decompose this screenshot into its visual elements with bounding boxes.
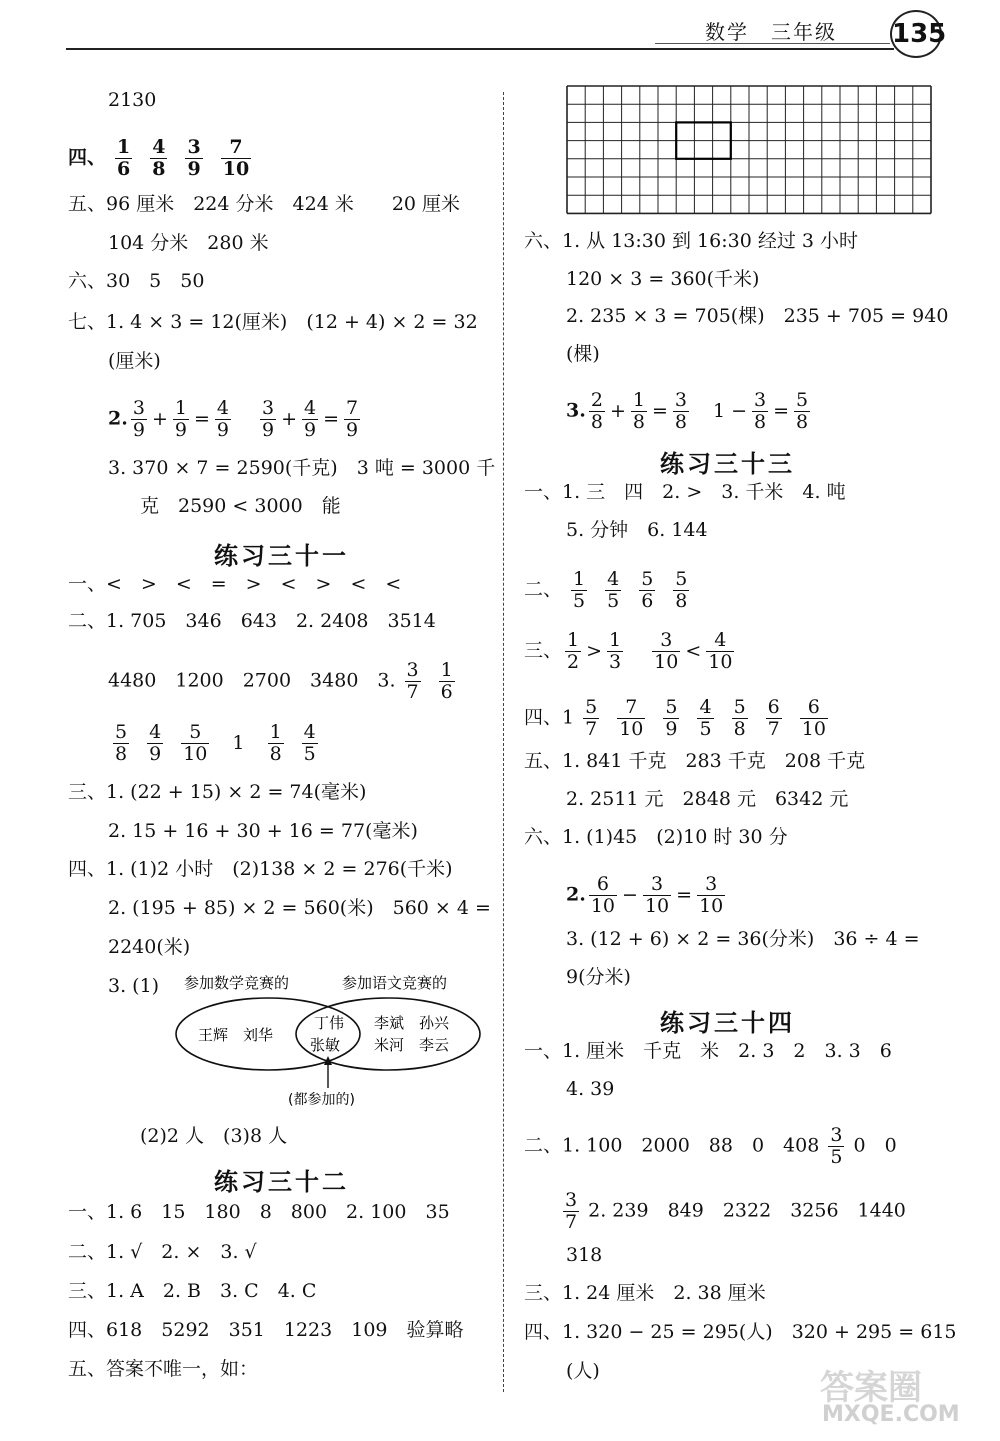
- answer-line: 2. 235 × 3 = 705(棵) 235 + 705 = 940: [566, 305, 949, 327]
- answer-line: 3. 370 × 7 = 2590(千克) 3 吨 = 3000 千: [108, 457, 496, 479]
- answer-line: 一、1. 三 四 2. > 3. 千米 4. 吨: [524, 481, 846, 503]
- item-label: 2.: [108, 407, 128, 430]
- watermark-url: MXQE.COM: [822, 1402, 960, 1427]
- answer-line: 二、1. √ 2. × 3. √: [68, 1241, 257, 1263]
- fraction: $\frac{4}{9}$: [216, 397, 229, 441]
- answer-line: 318: [566, 1244, 603, 1266]
- fraction: $\frac{4}{9}$: [304, 397, 317, 441]
- fraction: $\frac{1}{8}$: [269, 721, 282, 765]
- venn-left-names: 王辉 刘华: [198, 1026, 274, 1044]
- answer-line: 六、30 5 50: [68, 270, 205, 292]
- answer-line: 五、1. 841 千克 283 千克 208 千克: [524, 750, 866, 772]
- answer-line: 克 2590 < 3000 能: [140, 495, 341, 517]
- fraction: $\frac{5}{8}$: [115, 721, 128, 765]
- fraction: $\frac{5}{7}$: [585, 696, 598, 740]
- operator: +: [151, 407, 168, 430]
- answer-line-fractions: [524, 697, 837, 740]
- answer-line: 三、1. (22 + 15) × 2 = 74(毫米): [68, 781, 367, 803]
- fraction-expression: [586, 873, 728, 917]
- venn-label-chinese: 参加语文竞赛的: [342, 974, 448, 992]
- answer-line: 五、答案不唯一，如：: [68, 1358, 259, 1380]
- fraction: $\frac{1}{3}$: [609, 629, 622, 673]
- answer-text: 二、1. 100 2000 88 0 408: [524, 1134, 820, 1157]
- answer-line: 9(分米): [566, 966, 631, 988]
- answer-line: 120 × 3 = 360(千米): [566, 268, 760, 290]
- fraction: $\frac{5}{8}$: [796, 389, 809, 433]
- fraction-group: [396, 659, 464, 703]
- fraction-expression: [586, 389, 813, 433]
- venn-circle-chinese: [296, 998, 480, 1070]
- fraction-group: [106, 136, 260, 180]
- fraction: $\frac{4}{5}$: [607, 568, 620, 612]
- fraction: $\frac{3}{9}$: [132, 397, 145, 441]
- fraction: $\frac{7}{9}$: [346, 397, 359, 441]
- answer-line: 五、96 厘米 224 分米 424 米 20 厘米: [68, 193, 461, 215]
- fraction-group: [104, 721, 218, 765]
- venn-right-names: 米河 李云: [374, 1036, 450, 1054]
- operator: >: [586, 639, 603, 662]
- section-heading: 练习三十二: [214, 1167, 349, 1196]
- answer-line: 六、1. (1)45 (2)10 时 30 分: [524, 826, 788, 848]
- watermark-logo: 答案圈: [820, 1368, 922, 1408]
- fraction: $\frac{4}{9}$: [149, 721, 162, 765]
- fraction: $\frac{6}{7}$: [767, 696, 780, 740]
- answer-line-fractions: [104, 722, 327, 765]
- answer-line-fractions: [524, 1125, 897, 1168]
- answer-line: 六、1. 从 13:30 到 16:30 经过 3 小时: [524, 230, 859, 252]
- fraction: $\frac{5}{9}$: [665, 696, 678, 740]
- section-label: 二、: [524, 578, 563, 601]
- operator: +: [281, 407, 297, 430]
- fraction: $\frac{7}{10}$: [619, 696, 644, 740]
- venn-label-math: 参加数学竞赛的: [184, 974, 290, 992]
- fraction: $\frac{3}{7}$: [565, 1189, 578, 1233]
- fraction-expression: [562, 629, 737, 673]
- answer-line-fractions: [566, 874, 728, 917]
- fraction: $\frac{3}{10}$: [654, 629, 679, 673]
- answer-line: 2. 15 + 16 + 30 + 16 = 77(毫米): [108, 820, 418, 842]
- operator: =: [323, 407, 340, 430]
- fraction: $\frac{5}{8}$: [675, 568, 688, 612]
- fraction: $\frac{1}{9}$: [174, 397, 187, 441]
- answer-line: 四、618 5292 351 1223 109 验算略: [68, 1319, 464, 1341]
- fraction: $\frac{3}{10}$: [699, 873, 724, 917]
- answer-line: 一、< > < = > < > < <: [68, 573, 402, 595]
- venn-mid-names: 丁伟: [314, 1014, 345, 1032]
- answer-line-fractions: [524, 569, 698, 612]
- answer-line: 二、1. 705 346 643 2. 2408 3514: [68, 610, 436, 632]
- answer-line: 三、1. A 2. B 3. C 4. C: [68, 1280, 317, 1302]
- header-rule-thin: [655, 43, 890, 44]
- fraction: $\frac{3}{8}$: [754, 389, 767, 433]
- fraction: $\frac{4}{8}$: [152, 136, 166, 180]
- answer-text: 4480 1200 2700 3480 3.: [108, 669, 396, 692]
- answer-line: 一、1. 6 15 180 8 800 2. 100 35: [68, 1201, 450, 1223]
- fraction: $\frac{4}{5}$: [303, 721, 316, 765]
- answer-line-fractions: [108, 660, 464, 703]
- operator: =: [676, 883, 693, 906]
- venn-diagram: [170, 970, 500, 1110]
- fraction: $\frac{1}{2}$: [567, 629, 580, 673]
- answer-line-fractions: [524, 630, 737, 673]
- operator: =: [193, 407, 210, 430]
- fraction-expression: [128, 397, 363, 441]
- section-heading: 练习三十四: [660, 1008, 795, 1037]
- venn-both-label: (都参加的): [288, 1092, 355, 1108]
- fraction: $\frac{6}{10}$: [590, 873, 616, 917]
- column-divider: [503, 92, 504, 1392]
- answer-line: (人): [566, 1360, 600, 1382]
- fraction: $\frac{3}{8}$: [674, 389, 687, 433]
- answer-line: 5. 分钟 6. 144: [566, 519, 708, 541]
- answer-line: (厘米): [108, 350, 161, 372]
- operator: −: [622, 883, 638, 906]
- fraction: $\frac{1}{8}$: [632, 389, 645, 433]
- fraction: $\frac{1}{6}$: [440, 659, 453, 703]
- fraction: $\frac{3}{5}$: [830, 1124, 843, 1168]
- fraction: $\frac{4}{10}$: [708, 629, 733, 673]
- answer-line: 四、1. 320 − 25 = 295(人) 320 + 295 = 615: [524, 1321, 957, 1343]
- venn-mid-names: 张敏: [310, 1036, 341, 1054]
- answer-line: 2. (195 + 85) × 2 = 560(米) 560 × 4 =: [108, 897, 491, 919]
- answer-line-fractions: [566, 390, 813, 433]
- section-label: 四、1: [524, 706, 575, 729]
- fraction-group: [574, 696, 837, 740]
- answer-text: 0 0: [853, 1134, 897, 1157]
- answer-line: 4. 39: [566, 1078, 615, 1100]
- fraction: $\frac{1}{6}$: [117, 136, 131, 180]
- answer-line-fractions: [108, 398, 363, 441]
- answer-line: 三、1. 24 厘米 2. 38 厘米: [524, 1282, 766, 1304]
- venn-right-names: 李斌 孙兴: [374, 1014, 450, 1032]
- fraction: $\frac{6}{10}$: [801, 696, 826, 740]
- answer-line: 2130: [108, 89, 157, 111]
- section-heading: 练习三十一: [214, 541, 349, 570]
- answer-line: (2)2 人 (3)8 人: [140, 1125, 288, 1147]
- operator: +: [609, 399, 626, 422]
- fraction-group: [259, 721, 327, 765]
- operator: [628, 640, 647, 662]
- answer-line: 七、1. 4 × 3 = 12(厘米) (12 + 4) × 2 = 32: [68, 311, 478, 333]
- answer-text: 2. 239 849 2322 3256 1440: [588, 1199, 906, 1222]
- fraction: $\frac{5}{6}$: [641, 568, 654, 612]
- fraction: $\frac{3}{9}$: [261, 397, 275, 441]
- page-number: 135: [890, 10, 942, 58]
- section-heading: 练习三十三: [660, 449, 795, 478]
- answer-line-fractions: [68, 137, 260, 180]
- answer-line: 104 分米 280 米: [108, 232, 269, 254]
- answer-line-fractions: [560, 1190, 906, 1233]
- header-subject: 数学 三年级: [705, 20, 837, 44]
- fraction: $\frac{2}{8}$: [590, 389, 603, 433]
- answer-line: 3. (1): [108, 975, 160, 997]
- operator: 1 −: [693, 399, 748, 422]
- answer-line: 四、1. (1)2 小时 (2)138 × 2 = 276(千米): [68, 858, 453, 880]
- fraction: $\frac{4}{5}$: [699, 696, 712, 740]
- fraction: $\frac{1}{5}$: [573, 568, 586, 612]
- operator: [236, 408, 255, 430]
- section-label: 三、: [524, 639, 563, 662]
- section-label: 四、: [68, 146, 107, 169]
- answer-line: 2. 2511 元 2848 元 6342 元: [566, 788, 849, 810]
- answer-line: (棵): [566, 343, 600, 365]
- operator: =: [773, 399, 790, 422]
- fraction-group: [562, 568, 698, 612]
- item-label: 2.: [566, 883, 586, 906]
- fraction: $\frac{7}{10}$: [222, 136, 250, 180]
- answer-text: 1: [232, 731, 245, 754]
- fraction: $\frac{3}{9}$: [187, 136, 201, 180]
- answer-line: 一、1. 厘米 千克 米 2. 3 2 3. 3 6: [524, 1040, 892, 1062]
- grid-drawing: [566, 85, 932, 215]
- fraction: $\frac{3}{10}$: [644, 873, 670, 917]
- operator: <: [685, 639, 702, 662]
- header-rule: [66, 48, 894, 50]
- operator: =: [651, 399, 668, 422]
- answer-line: 2240(米): [108, 936, 191, 958]
- fraction: $\frac{5}{10}$: [183, 721, 208, 765]
- item-label: 3.: [566, 399, 586, 422]
- fraction: $\frac{3}{7}$: [406, 659, 419, 703]
- fraction: $\frac{5}{8}$: [733, 696, 746, 740]
- answer-line: 3. (12 + 6) × 2 = 36(分米) 36 ÷ 4 =: [566, 928, 920, 950]
